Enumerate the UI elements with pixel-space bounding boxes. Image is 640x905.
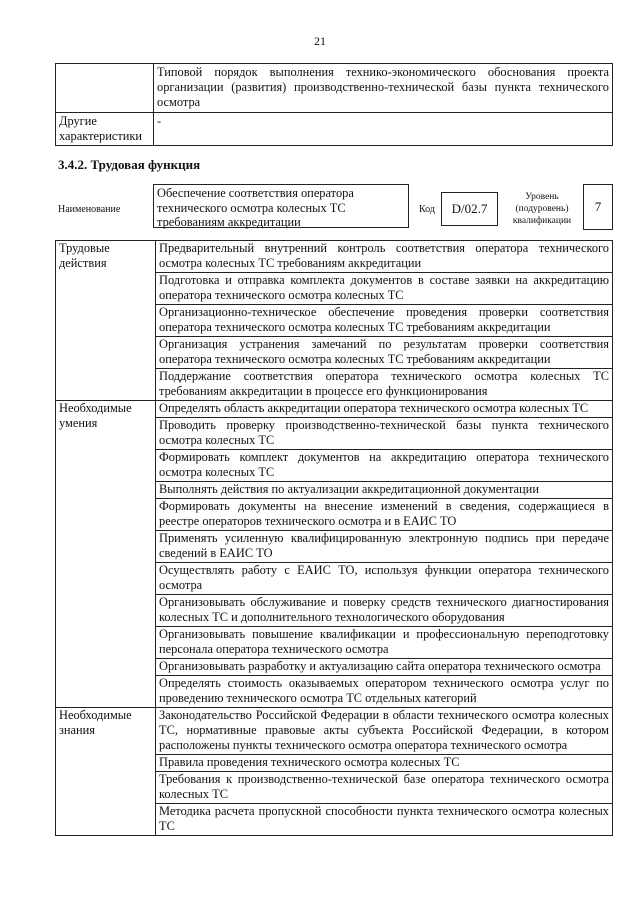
group-item: Организовывать повышение квалификации и профессиональную переподготовку персонала оператора технического осмотра [156, 627, 613, 659]
table-row [56, 708, 613, 755]
other-characteristics-value: - [154, 113, 613, 146]
code-label: Код [419, 204, 435, 215]
group-item: Требования к производственно-технической базе оператора технического осмотра колесных ТС [156, 772, 613, 804]
name-label: Наименование [58, 204, 121, 215]
group-item: Организация устранения замечаний по результатам проверки соответствия оператора технического осмотра колесных ТС требованиям аккредитации [156, 337, 613, 369]
other-characteristics-label: Другие характеристики [56, 113, 154, 146]
group-item: Законодательство Российской Федерации в области технического осмотра колесных ТС, нормативные правовые акты субъекта Российской Федерации, в котором расположены пункты технического осмотра оператора технического осмотра [156, 708, 613, 755]
section-title: 3.4.2. Трудовая функция [58, 157, 201, 172]
group-item: Методика расчета пропускной способности пункта технического осмотра колесных ТС [156, 804, 613, 836]
group-item: Осуществлять работу с ЕАИС ТО, используя функции оператора технического осмотра [156, 563, 613, 595]
group-label: Трудовые действия [56, 241, 156, 401]
table-row [56, 241, 613, 273]
group-item: Определять область аккредитации оператора технического осмотра колесных ТС [156, 401, 613, 418]
group-item: Проводить проверку производственно-технической базы пункта технического осмотра колесных ТС [156, 418, 613, 450]
function-table [55, 240, 613, 836]
table-row [56, 401, 613, 418]
top-table [55, 63, 613, 146]
group-label: Необходимые умения [56, 401, 156, 708]
group-item: Определять стоимость оказываемых оператором технического осмотра услуг по проведению технического осмотра ТС отдельных категорий [156, 676, 613, 708]
top-table-empty-label [56, 64, 154, 113]
group-item: Правила проведения технического осмотра колесных ТС [156, 755, 613, 772]
group-item: Применять усиленную квалифицированную электронную подпись при передаче сведений в ЕАИС ТО [156, 531, 613, 563]
group-item: Организационно-техническое обеспечение проведения проверки соответствия оператора технического осмотра колесных ТС требованиям аккредитации [156, 305, 613, 337]
code-box: D/02.7 [441, 192, 498, 226]
page-number: 21 [314, 34, 326, 48]
group-item: Формировать документы на внесение изменений в сведения, содержащиеся в реестре операторов технического осмотра и в ЕАИС ТО [156, 499, 613, 531]
function-name-box: Обеспечение соответствия оператора технического осмотра колесных ТС требованиям аккредитации [153, 184, 409, 228]
group-item: Поддержание соответствия оператора технического осмотра колесных ТС требованиям аккредитации в процессе его функционирования [156, 369, 613, 401]
group-item: Подготовка и отправка комплекта документов в составе заявки на аккредитацию оператора технического осмотра колесных ТС [156, 273, 613, 305]
group-item: Организовывать обслуживание и поверку средств технического диагностирования колесных ТС и дополнительного технологического оборудования [156, 595, 613, 627]
group-label: Необходимые знания [56, 708, 156, 836]
top-table-row1-text: Типовой порядок выполнения технико-экономического обоснования проекта организации (развития) производственно-технической базы пункта технического осмотра [154, 64, 613, 113]
group-item: Организовывать разработку и актуализацию сайта оператора технического осмотра [156, 659, 613, 676]
level-label: Уровень (подуровень) квалификации [512, 192, 572, 226]
group-item: Выполнять действия по актуализации аккредитационной документации [156, 482, 613, 499]
group-item: Предварительный внутренний контроль соответствия оператора технического осмотра колесных ТС требованиям аккредитации [156, 241, 613, 273]
level-box: 7 [583, 184, 613, 230]
group-item: Формировать комплект документов на аккредитацию оператора технического осмотра колесных ТС [156, 450, 613, 482]
